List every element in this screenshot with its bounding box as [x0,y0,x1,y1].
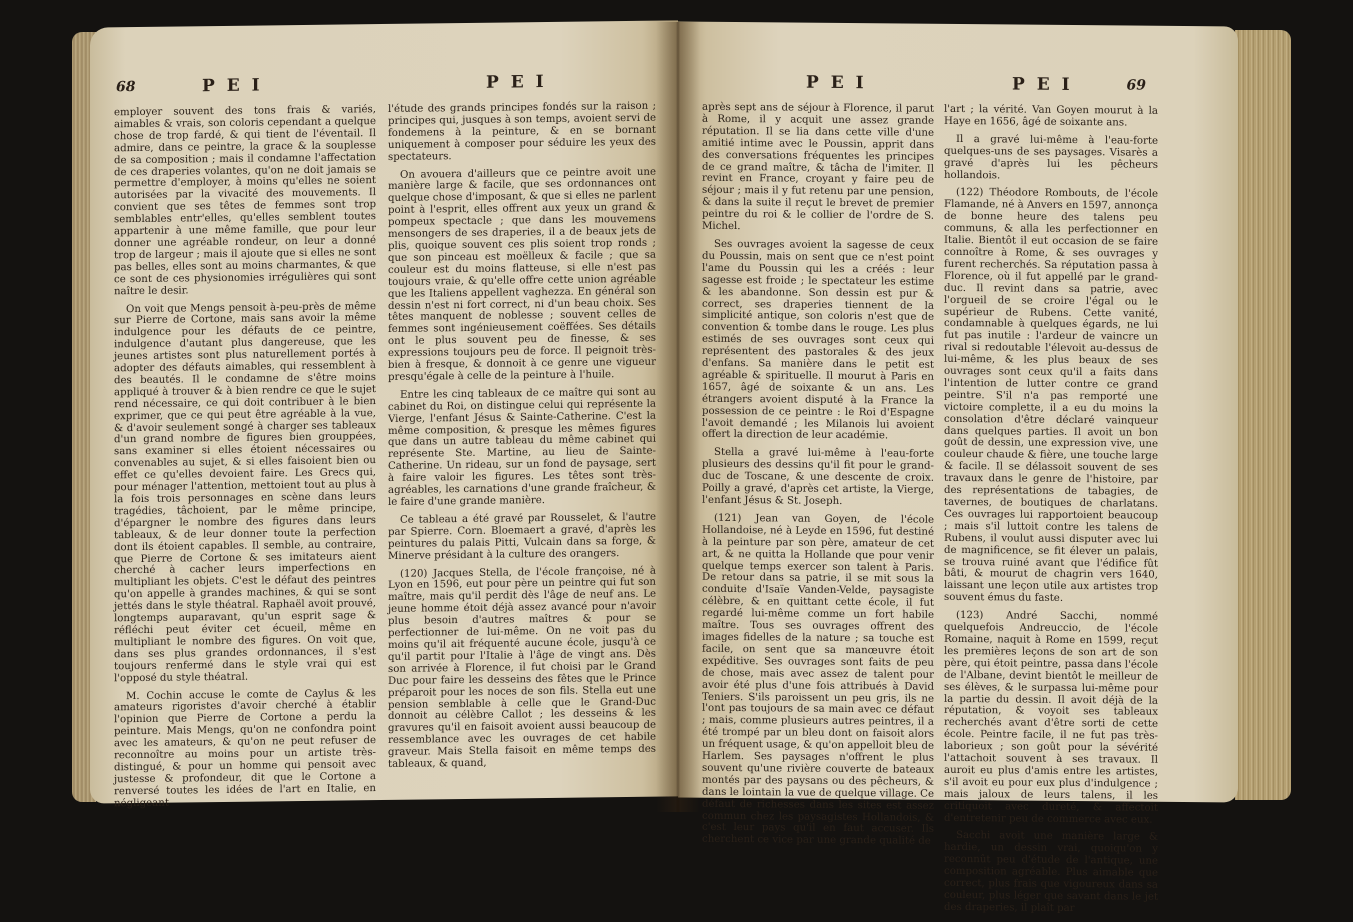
page-number: 69 [1126,77,1146,94]
text-column [944,104,1158,922]
running-head: P E I [486,72,547,93]
text-column [114,104,376,816]
paragraph: M. Cochin accuse le comte de Caylus & les amateurs rigoristes d'avoir cherché à établir l'opinion que Pierre de Cortone a perdu la peinture. Mais Mengs, qu'on ne confondra point avec les amateurs, & qu'on ne peut refuser de reconnoître au moins pour un artiste très-distingué, & pour un homme qui pensoit avec justesse & profondeur, dit que le Cortone a renversé toutes les idées de l'art en Italie, en négligeant [114,687,376,809]
paragraph: (123) André Sacchi, nommé quelquefois Andreuccio, de l'école Romaine, naquit à Rome en 1599, reçut les premières leçons de son art de son père, qui étoit peintre, passa dans l'école de l'Albane, devint bientôt le meilleur de ses élèves, & le surpassa lui-même pour la partie du dessin. Il avoit déjà de la réputation, & voyoit ses tableaux recherchés avant d'être sorti de cette école. Peintre facile, il ne fut pas très-laborieux ; son goût pour la sévérité l'attachoit souvent à ses travaux. Il auroit eu plus d'amis entre les artistes, s'il avoit eu pour eux plus d'indulgence ; mais jaloux de leurs talens, il les critiquoit avec dureté, & affectoit d'entretenir peu de commerce avec eux. [944,610,1158,826]
paragraph: Ses ouvrages avoient la sagesse de ceux du Poussin, mais on sent que ce n'est point l'ame du Poussin qui les a créés : leur sagesse est froide ; le spectateur les estime & les abandonne. Son dessin est pur & correct, ses draperies tiennent de la simplicité antique, son coloris n'est que de convention & tombe dans le rouge. Les plus estimés de ses ouvrages sont ceux qui représentent des pastorales & des jeux d'enfans. Sa manière dans le petit est agréable & spirituelle. Il mourut à Paris en 1657, âgé de soixante & un ans. Les étrangers avoient disputé à la France la possession de ce peintre : le Roi d'Espagne l'avoit demandé ; les Milanois lui avoient offert la direction de leur académie. [702,238,934,442]
running-head: P E I [202,75,263,97]
left-page [90,20,678,809]
text-column [702,102,934,854]
right-page-edges [1235,30,1291,800]
paragraph: Entre les cinq tableaux de ce maître qui sont au cabinet du Roi, on distingue celui qui représente la Vierge, l'enfant Jésus & Sainte-Catherine. C'est la même composition, & presque les mêmes figures que dans un autre tableau du même cabinet qui représente Ste. Martine, au lieu de Sainte-Catherine. Un rideau, sur un fond de paysage, sert à faire valoir les figures. Les têtes sont très-agréables, les carnations d'une grande fraîcheur, & le faire d'une grande manière. [388,386,656,508]
paragraph: employer souvent des tons frais & variés, aimables & vrais, son coloris cependant a quelque chose de trop fardé, & qui tient de l'éventail. Il admire, dans ce peintre, la grace & la souplesse de sa composition ; mais il condamne l'affectation de ces draperies volantes, qu'on ne doit jamais se permettre d'employer, à moins qu'elles ne soient autorisées par la vivacité des mouvements. Il convient que ses têtes de femmes sont trop semblables entr'elles, qu'elles semblent toutes appartenir à une même famille, que pour leur donner une agréable rondeur, on leur a donné trop de largeur ; mais il ajoute que si elles ne sont pas belles, elles sont au moins charmantes, & que ce sont de ces physionomies irrégulières qui sont naître le desir. [114,104,376,297]
paragraph: l'art ; la vérité. Van Goyen mourut à la Haye en 1656, âgé de soixante ans. [944,103,1158,129]
paragraph: l'étude des grands principes fondés sur la raison ; principes qui, jusques à son temps, avoient servi de fondemens à la peinture, & en se bornant uniquement à composer pour séduire les yeux des spectateurs. [388,100,656,163]
paragraph: après sept ans de séjour à Florence, il parut à Rome, il y acquit une assez grande réputation. Il se lia dans cette ville d'une amitié intime avec le Poussin, apprit dans des conversations fréquentes les principes de ce grand maître, & tâcha de l'imiter. Il revint en France, croyant y faire peu de séjour ; mais il y fut retenu par une pension, & dans la suite il reçut le brevet de premier peintre du roi & le collier de l'ordre de S. Michel. [702,101,934,233]
paragraph: Il a gravé lui-même à l'eau-forte quelques-uns de ses paysages. Visarès a gravé d'après lui les pêcheurs hollandois. [944,133,1158,181]
paragraph: (121) Jean van Goyen, de l'école Hollandoise, né à Leyde en 1596, fut destiné à la peinture par son père, amateur de cet art, & ne quitta la Hollande que pour venir quelque temps exercer son talent à Paris. De retour dans sa patrie, il se mit sous la conduite d'Isaïe Vanden-Velde, paysagiste célèbre, & en quittant cette école, il fut regardé lui-même comme un fort habile maître. Tous ses ouvrages offrent des images fidelles de la nature ; sa touche est facile, on sent que sa manœuvre étoit expéditive. Ses ouvrages sont faits de peu de chose, mais avec assez de talent pour avoir été plus d'une fois attribués à David Teniers. S'ils paroissent un peu gris, ils ne l'ont pas toujours de sa main avec ce défaut ; mais, comme plusieurs autres peintres, il a été trompé par un bleu dont on faisoit alors un fréquent usage, & qu'on appelloit bleu de Harlem. Ses paysages n'offrent le plus souvent qu'une rivière couverte de bateaux montés par des paysans ou des pêcheurs, & dans le lointain la vue de quelque village. Ce défaut de richesses dans les sites est assez commun chez les paysagistes Hollandois, & c'est leur pays qu'il en faut accuser. Ils cherchent ce vice par une grande qualité de [702,512,934,848]
paragraph: (120) Jacques Stella, de l'école françoise, né à Lyon en 1596, eut pour père un peintre qui fut son maître, mais qu'il perdit dès l'âge de neuf ans. Le jeune homme étoit déjà assez avancé pour n'avoir plus besoin d'autres maîtres & pour se perfectionner de lui-même. On ne voit pas du moins qu'il ait fréquenté aucune école, jusqu'à ce qu'il partit pour l'Italie à l'âge de vingt ans. Dès son arrivée à Florence, il fut choisi par le Grand Duc pour faire les desseins des fêtes que le Prince préparoit pour les noces de son fils. Stella eut une pension semblable à celle que le Grand-Duc donnoit au célèbre Callot ; les desseins & les gravures qu'il en faisoit avoient aussi beaucoup de ressemblance avec les ouvrages de cet habile graveur. Mais Stella faisoit en même temps des tableaux, & quand, [388,565,656,770]
page-number: 68 [116,79,136,96]
running-head: P E I [806,72,867,94]
paragraph: Stella a gravé lui-même à l'eau-forte plusieurs des dessins qu'il fit pour le grand-duc de Toscane, & une descente de croix. Poilly a gravé, d'après cet artiste, la Vierge, l'enfant Jésus & St. Joseph. [702,447,934,507]
running-head: P E I [1012,74,1073,95]
right-page [678,22,1238,914]
paragraph: Sacchi avoit une manière large & hardie, un dessin vrai, quoiqu'on y reconnût peu d'étude de l'antique, une composition agréable. Plus aimable que correct, plus frais que vigoureux dans sa couleur, plus léger que savant dans le jet des draperies, il plaît par [944,830,1158,914]
paragraph: On voit que Mengs pensoit à-peu-près de même sur Pierre de Cortone, mais sans avoir la même indulgence pour les défauts de ce peintre, indulgence d'autant plus dangereuse, que les jeunes artistes sont plus naturellement portés à adopter des défauts aimables, qui ressemblent à des beautés. Il le condamne de s'être moins appliqué à trouver & à bien rendre ce que le sujet rend nécessaire, ce qui doit contribuer à le bien exprimer, que ce qui peut être agréable à la vue, & d'avoir seulement songé à charger ses tableaux d'un grand nombre de figures bien grouppées, sans examiner si elles étoient nécessaires ou convenables au sujet, & si elles faisoient bien ou effet ce qu'elles devoient faire. Les Grecs qui, pour ménager l'attention, mettoient tout au plus à la fois trois personnages en scène dans leurs tragédies, tâchoient, par le même principe, d'épargner le nombre des figures dans leurs tableaux, & de leur donner toute la perfection dont ils étoient capables. Il semble, au contraire, que Pierre de Cortone & ses imitateurs aient cherché à cacher leurs imperfections en multipliant les objets. C'est le défaut des peintres qu'on appelle à grandes machines, & qui se sont jettés dans le style théatral. Raphaël avoit prouvé, longtemps auparavant, qu'un esprit sage & réfléchi peut éviter cet écueil, même en multipliant le nombre des figures. On voit que, dans ses plus grandes ordonnances, il s'est toujours renfermé dans le style vrai qui est l'opposé du style théatral. [114,300,376,684]
paragraph: On avouera d'ailleurs que ce peintre avoit une manière large & facile, que ses ordonnances ont quelque chose d'imposant, & que si elles ne parlent point à l'esprit, elles offrent aux yeux un grand & pompeux spectacle ; que dans les mouvemens mensongers de ses draperies, il a de beaux jets de plis, quoique souvent ces plis soient trop ronds ; que son pinceau est moëlleux & facile ; que sa couleur est du moins flatteuse, si elle n'est pas toujours vraie, & qu'elle offre cette union agréable que les Italiens appellent vaghezza. En général son dessin n'est ni fort correct, ni d'un beau choix. Ses têtes manquent de noblesse ; souvent celles de femmes sont ingénieusement coëffées. Ses détails ont le plus souvent peu de finesse, & ses expressions toujours peu de force. Il peignoit très-bien à fresque, & donnoit à ce genre une vigueur presqu'égale à celle de la peinture à l'huile. [388,166,656,383]
paragraph: (122) Théodore Rombouts, de l'école Flamande, né à Anvers en 1597, annonça de bonne heure des talens peu communs, & alla les perfectionner en Italie. Bientôt il eut occasion de se faire connoître à Rome, & ses ouvrages y furent recherchés. Sa réputation passa à Florence, où il fut appellé par le grand-duc. Il revint dans sa patrie, avec l'orgueil de se croire l'égal ou le supérieur de Rubens. Cette vanité, condamnable à quelques égards, ne lui fut pas inutile : l'ardeur de vaincre un rival si redoutable l'élevoit au-dessus de lui-même, & les plus beaux de ses ouvrages sont ceux qu'il a faits dans l'intention de lutter contre ce grand peintre. S'il n'a pas remporté une victoire complette, il a eu du moins la consolation d'être déclaré vainqueur dans quelques parties. Il avoit un bon goût de dessin, une expression vive, une couleur chaude & fière, une touche large & facile. Il se délassoit souvent de ses travaux dans le genre de l'histoire, par des représentations de tabagies, de tavernes, de boutiques de charlatans. Ces ouvrages lui rapportoient beaucoup ; mais s'il luttoit contre les talens de Rubens, il voulut aussi disputer avec lui de magnificence, se fit élever un palais, se trouva ruiné avant que l'édifice fût bâti, & mourut de chagrin vers 1640, laissant une leçon utile aux artistes trop souvent émus du faste. [944,187,1158,605]
paragraph: Ce tableau a été gravé par Rousselet, & l'autre par Spierre. Corn. Bloemaert a gravé, d'après les peintures du palais Pitti, Vulcain dans sa forge, & Minerve présidant à la culture des orangers. [388,511,656,562]
text-column [388,101,656,777]
